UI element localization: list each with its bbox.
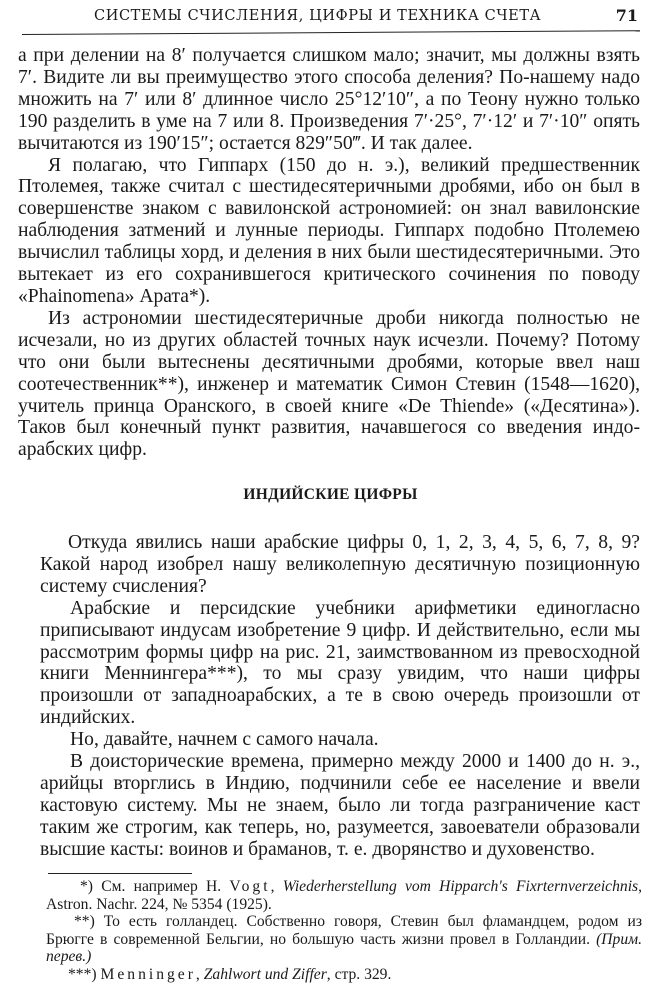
section-body-2 [40,532,640,861]
running-title: СИСТЕМЫ СЧИСЛЕНИЯ, ЦИФРЫ И ТЕХНИКА СЧЕТА [94,8,542,24]
footnote-mark: *) [80,878,93,895]
footnote-title: Wiederherstellung vom Hipparch's Fixrternverzeichnis [282,878,639,895]
paragraph: Из астрономии шестидесятеричные дроби никогда полностью не исчезали, но из других областей точных наук исчезли. Почему? Потому что они были вытеснены десятичными дробями, которые ввел наш соотечественник**), инженер и математик Симон Стевин (1548—1620), учитель принца Оранского, в своей книге «De Thiende» («Десятина»). Таков был конечный пункт развития, начавшегося со введения индо-арабских цифр. [18,307,640,461]
footnote-text: , Astron. Nachr. 224, № 5354 (1925). [46,878,643,913]
footnote-rule [48,873,192,874]
footnote-3: ***) Menninger, Zahlwort und Ziffer, стр. 329. [68,965,392,983]
footnote-mark: **) [74,913,95,931]
header-rule [22,30,640,35]
section-heading: ИНДИЙСКИЕ ЦИФРЫ [243,486,418,503]
paragraph: Но, давайте, начнем с самого начала. [70,729,379,751]
paragraph: а при делении на 8′ получается слишком мало; значит, мы должны взять 7′. Видите ли вы преимущество этого способа деления? По-нашему надо множить на 7′ или 8′ длинное число 25°12′10″, а по Теону нужно только 190 разделить в уме на 7 или 8. Произведения 7′·25°, 7′·12′ и 7′·10″ опять вычитаются из 190′15″; остается 829″50‴. И так далее. [18,45,640,154]
footnote-title: Zahlwort und Ziffer [203,965,327,983]
footnote-1: *) См. например H. Vogt, Wiederherstellung vom Hipparch's Fixrternverzeichnis, Astron. Nachr. 224, № 5354 (1925). [46,878,643,913]
footnote-author: Vogt [229,878,271,895]
footnote-note: (Прим. перев.) [46,930,642,966]
section-body-1 [18,45,640,461]
footnote-author: Menninger [100,965,196,983]
footnote-2 [46,913,642,966]
paragraph: Арабские и персидские учебники арифметики единогласно приписывают индусам изобретение 9 цифр. И действительно, если мы рассмотрим формы цифр на рис. 21, заимствованном из превосходной книги Меннингера***), то мы сразу увидим, что наши цифры произошли от западноарабских, а те в свою очередь произошли от индийских. [40,597,640,729]
paragraph: В доисторические времена, примерно между 2000 и 1400 до н. э., арийцы вторглись в Индию, подчинили себе ее население и ввели кастовую систему. Мы не знаем, было ли тогда разграничение каст таким же строгим, как теперь, но, разумеется, завоеватели образовали высшие касты: воинов и браманов, т. е. дворянство и духовенство. [40,751,640,860]
paragraph: Я полагаю, что Гиппарх (150 до н. э.), великий предшественник Птолемея, также считал с шестидесятеричными дробями, ибо он был в совершенстве знаком с вавилонской астрономией: он знал вавилонские наблюдения затмений и лунные периоды. Гиппарх подобно Птолемею вычислил таблицы хорд, и деления в них были шестидесятеричными. Это вытекает из его сохранившегося критического сочинения по поводу «Phainomena» Арата*). [18,154,640,307]
footnote-text: См. например H. [101,878,222,895]
footnote-text: То есть голландец. Собственно говоря, Стевин был фламандцем, родом из Брюгге в современной Бельгии, но большую часть жизни провел в Голландии. [46,913,643,948]
footnote-mark: ***) [68,965,97,983]
page-number: 71 [615,6,638,25]
paragraph: Откуда явились наши арабские цифры 0, 1, 2, 3, 4, 5, 6, 7, 8, 9? Какой народ изобрел нашу великолепную десятичную позиционную систему счисления? [40,532,640,597]
footnotes [46,878,642,984]
footnote-text: , стр. 329. [326,965,392,983]
running-head [28,4,640,30]
